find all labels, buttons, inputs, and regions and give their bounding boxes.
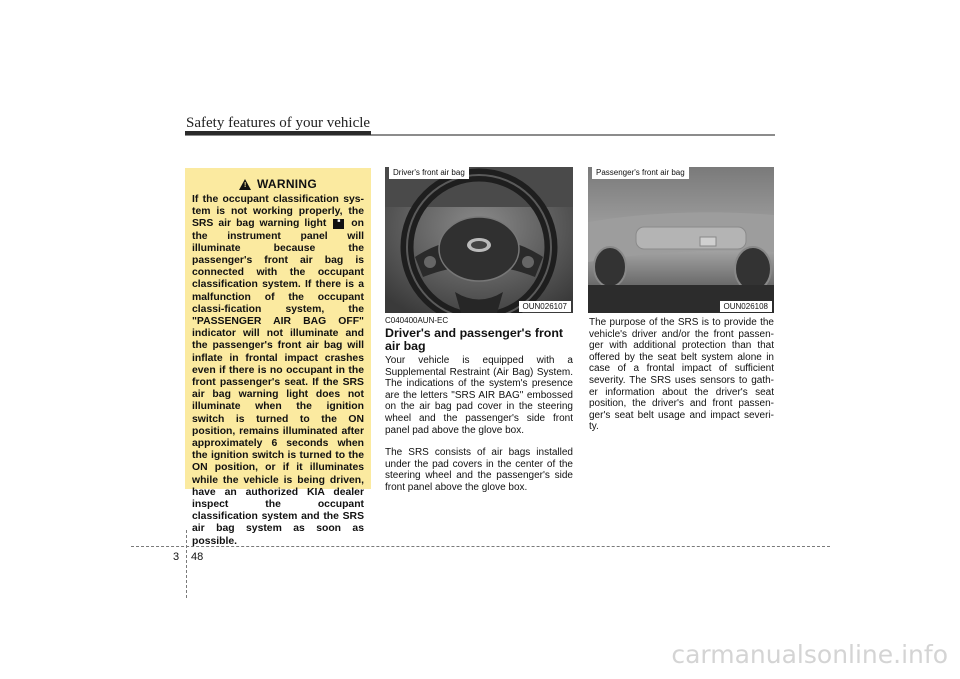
photo-caption-label: Driver's front air bag xyxy=(389,167,469,179)
section-code: C040400AUN-EC xyxy=(385,316,449,325)
warning-header xyxy=(192,177,364,191)
warning-box xyxy=(185,168,371,547)
footer-vertical-rule xyxy=(186,530,187,598)
header-rule-accent xyxy=(185,131,371,135)
section-heading: Driver's and passenger's front air bag xyxy=(385,326,564,353)
warning-title: WARNING xyxy=(256,177,318,191)
steering-wheel-illustration xyxy=(385,167,573,313)
passengers-air-bag-photo xyxy=(588,167,774,313)
photo-code: OUN026107 xyxy=(519,301,571,312)
dashboard-illustration xyxy=(588,167,774,313)
page-number: 48 xyxy=(191,551,204,563)
text-column-middle xyxy=(385,316,573,505)
paragraph: The SRS consists of air bags installed under the pad covers in the center of the steering wheel and the passenger's side front panel above the glove box. xyxy=(385,447,573,493)
text-column-right xyxy=(589,317,774,444)
warning-text xyxy=(192,194,364,548)
warning-text-part1: If the occupant classification sys-tem is not working properly, the SRS air bag warning light xyxy=(192,194,364,230)
paragraph: The purpose of the SRS is to provide the vehicle's driver and/or the front passen-ger with additional protection than that offered by the seat belt system alone in case of a frontal impact of sufficient severity. The SRS uses sensors to gath-er information about the driver's seat position, the driver's and front passen-ger's seat belt usage and impact severi-ty. xyxy=(589,317,774,433)
photo-caption-label: Passenger's front air bag xyxy=(592,167,689,179)
paragraph: Your vehicle is equipped with a Supplemental Restraint (Air Bag) System. The indications of the system's presence are the letters "SRS AIR BAG" embossed on the air bag pad cover in the steering wheel and the passenger's side front panel pad above the glove box. xyxy=(385,355,573,436)
watermark: carmanualsonline.info xyxy=(671,640,948,669)
drivers-air-bag-photo xyxy=(385,167,573,313)
warning-text-part2: on the instrument panel will illuminate because the passenger's front air bag is connected with the occupant classification system. If there is a malfunction of the occupant classi-fication system, the "PASSENGER AIR BAG OFF" indicator will not illuminate and the passenger's front air bag will inflate in frontal impact crashes even if there is no occupant in the front passenger's seat. If the SRS air bag warning light does not illuminate when the ignition switch is turned to the ON position, remains illuminated after approximately 6 seconds when the ignition switch is turned to the ON position, or if it illuminates while the vehicle is being driven, have an authorized KIA dealer inspect the occupant classification system and the SRS air bag system as soon as possible. xyxy=(192,218,364,547)
warning-triangle-icon: ! xyxy=(239,179,251,190)
chapter-number: 3 xyxy=(173,551,180,563)
page-header-title: Safety features of your vehicle xyxy=(186,115,371,131)
photo-code: OUN026108 xyxy=(720,301,772,312)
air-bag-warning-icon: ■ xyxy=(333,219,344,229)
footer-rule xyxy=(131,546,830,547)
